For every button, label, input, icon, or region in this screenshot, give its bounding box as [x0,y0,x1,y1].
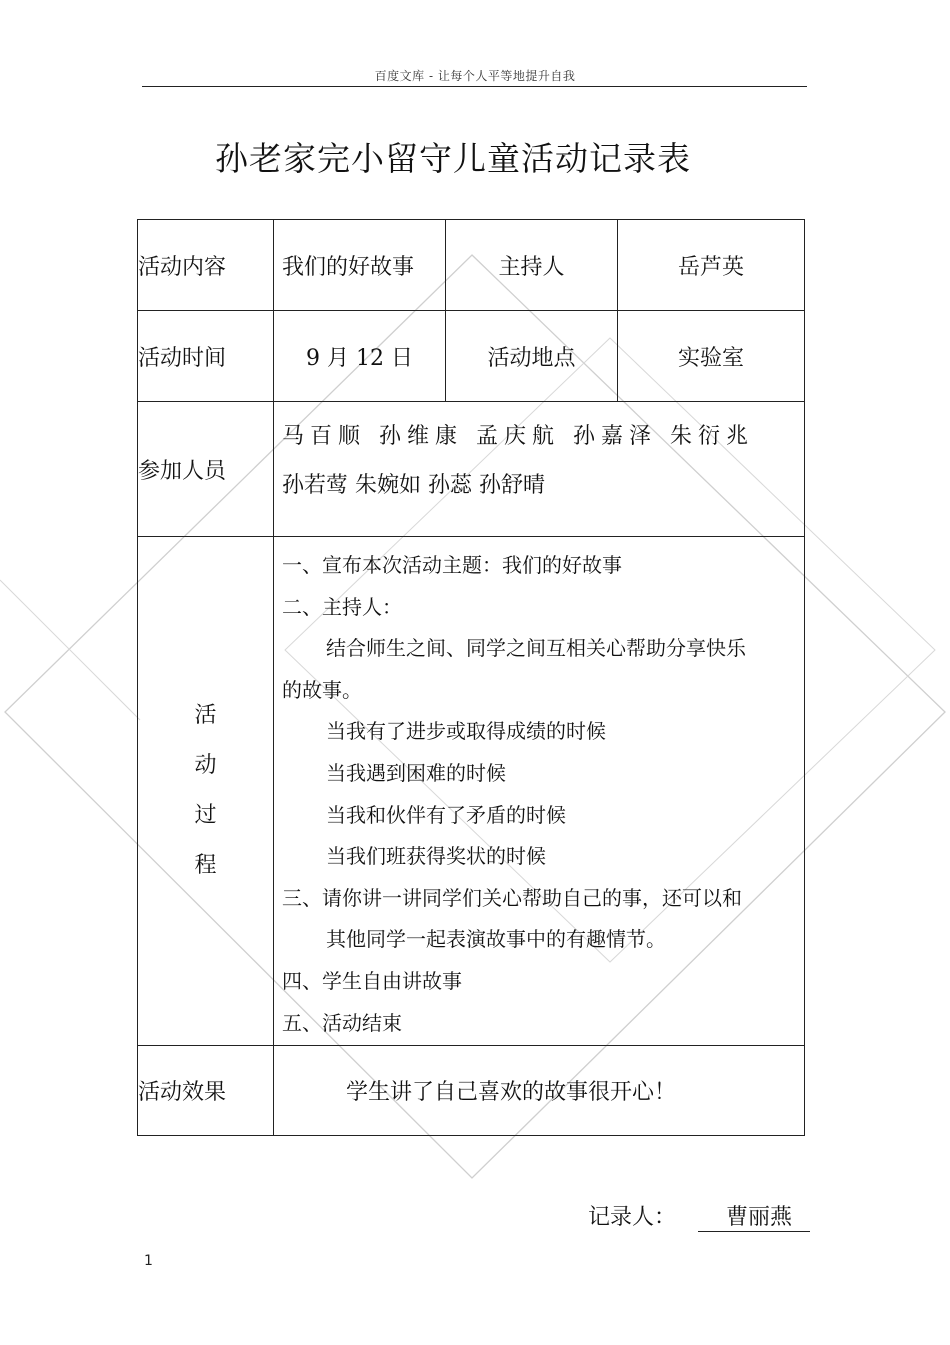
effect-label: 活动效果 [138,1046,274,1136]
table-row [138,1046,805,1136]
process-line: 当我们班获得奖状的时候 [326,844,546,869]
process-label-char: 动 [194,753,217,778]
participants-value [274,402,805,537]
process-label-char: 活 [194,703,217,728]
process-line: 二、主持人： [282,594,402,619]
activity-time-value: 9 月 12 日 [274,311,446,402]
process-line: 三、请你讲一讲同学们关心帮助自己的事，还可以和 [282,885,742,910]
host-label: 主持人 [446,220,618,311]
recorder-name: 曹丽燕 [698,1200,810,1232]
participants-line-1: 马百顺 孙维康 孟庆航 孙嘉泽 朱衍兆 [282,424,754,449]
process-label-char: 过 [194,803,217,828]
activity-record-table [137,219,805,1136]
process-line: 其他同学一起表演故事中的有趣情节。 [326,927,666,952]
recorder [588,1200,810,1232]
participants-label: 参加人员 [138,402,274,537]
header-text: 百度文库 - 让每个人平等地提升自我 [374,69,576,83]
process-line: 结合师生之间、同学之间互相关心帮助分享快乐 [326,636,746,661]
activity-content-label: 活动内容 [138,220,274,311]
table-row [138,311,805,402]
activity-place-value: 实验室 [618,311,805,402]
activity-time-label: 活动时间 [138,311,274,402]
table-row [138,402,805,537]
table-row [138,537,805,1046]
process-line: 四、学生自由讲故事 [282,968,462,993]
page-title: 孙老家完小留守儿童活动记录表 [215,139,691,178]
participants-line-2: 孙若莺 朱婉如 孙蕊 孙舒晴 [282,473,545,498]
host-value: 岳芦英 [618,220,805,311]
activity-place-label: 活动地点 [446,311,618,402]
process-line: 五、活动结束 [282,1010,402,1035]
recorder-label: 记录人： [588,1205,677,1230]
process-content [274,537,805,1046]
header-rule [142,86,807,87]
activity-content-value: 我们的好故事 [274,220,446,311]
process-line: 当我遇到困难的时候 [326,760,506,785]
page-number: 1 [144,1253,153,1269]
table-row [138,220,805,311]
process-line: 一、宣布本次活动主题：我们的好故事 [282,553,622,577]
process-line: 当我有了进步或取得成绩的时候 [326,719,606,744]
process-line: 的故事。 [282,677,362,702]
process-label-char: 程 [194,853,217,878]
effect-value: 学生讲了自己喜欢的故事很开心！ [274,1046,805,1136]
process-label [138,537,274,1046]
process-line: 当我和伙伴有了矛盾的时候 [326,802,566,827]
